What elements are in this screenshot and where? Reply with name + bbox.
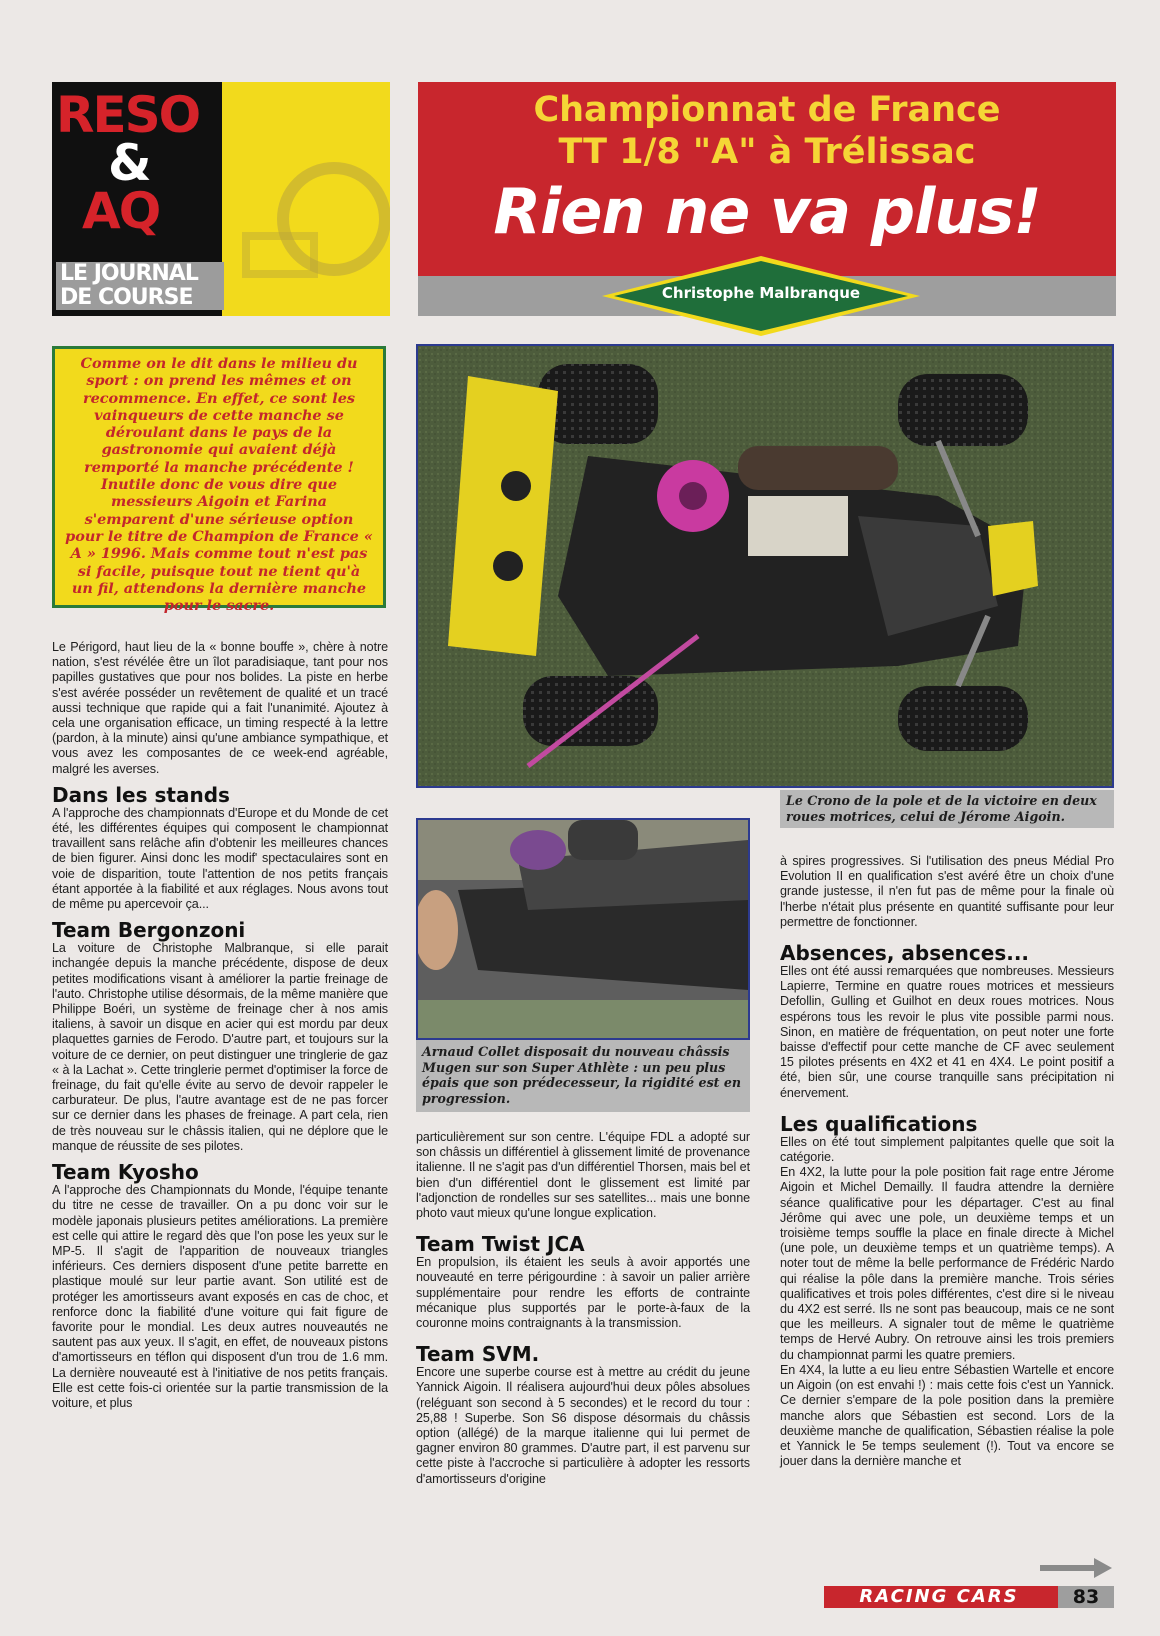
- continue-arrow-icon: [1040, 1558, 1112, 1578]
- paragraph-fdl: particulièrement sur son centre. L'équipe FDL a adopté sur son châssis un différentiel à glissement limité de provenance italienne. Il ne s'agit pas d'un différentiel Thorsen, mais bel et bien d'un différentiel dont le glissement est limité par l'adjonction de rondelles sur ses satellites... mais une bonne photo vaut mieux qu'une longue explication.: [416, 1130, 750, 1221]
- heading-absences: Absences, absences...: [780, 941, 1030, 966]
- logo-yellow-panel: [222, 82, 390, 316]
- page-number: 83: [1058, 1586, 1114, 1608]
- heading-team-kyosho: Team Kyosho: [52, 1160, 199, 1185]
- paragraph-intro: Le Périgord, haut lieu de la « bonne bouffe », chère à notre nation, s'est révélée être un îlot paradisiaque, tant pour nos papilles gustatives que pour nos bolides. La piste en herbe s'est avérée posséder un revêtement de qualité et un tracé aussi technique que rapide qui a fait l'unanimité. Ajoutez à cela une organisation efficace, un timing respecté à la lettre (pardon, à la minute) ainsi qu'une ambiance sympathique, et vous avez les composantes de ce week-end agréable, malgré les averses.: [52, 640, 388, 776]
- logo-subtitle-line1: LE JOURNAL: [60, 261, 198, 286]
- column-3: [780, 854, 1114, 1469]
- paragraph-stands: A l'approche des championnats d'Europe et du Monde de cet été, les différentes équipes qui composent le championnat travaillent sans relâche afin d'obtenir les meilleures chances de bien figurer. Ainsi donc les modif' spectaculaires sont en voie de disparition, toute l'attention de nos petits français étant apportée à la fiabilité et aux réglages. Nous avons tout de même pu apercevoir ça...: [52, 805, 388, 912]
- logo-ampersand: &: [108, 134, 150, 192]
- paragraph-qualifs-1: Elles on été tout simplement palpitantes quelle que soit la catégorie.: [780, 1134, 1114, 1165]
- chassis-detail-photo: [416, 818, 750, 1040]
- heading-qualifications: Les qualifications: [780, 1111, 978, 1136]
- paragraph-bergonzoni: La voiture de Christophe Malbranque, si elle parait inchangée depuis la manche précédente, dispose de deux petites modifications visant à améliorer la partie freinage de l'auto. Christophe utilise désormais, de la même manière que Philippe Boéri, un système de freinage cher à nos amis italiens, à savoir un disque en acier qui est mordu par deux plaquettes garnies de Ferodo. D'autre part, et toujours sur la voiture de ce dernier, on peut distinguer une tringlerie de gaz « à la Lachat ». Cette tringlerie permet d'optimiser la force de freinage, du fait qu'elle évite au servo de devoir rappeler le carburateur. De plus, l'autre avantage est de ne pas forcer sur ce dernier dans les phases de freinage. A part cela, rien de très nouveau sur le châssis italien, qui ne déplore que le manque de réussite de ses pilotes.: [52, 941, 388, 1153]
- column-2: [416, 1130, 750, 1487]
- logo-subtitle: [56, 262, 224, 310]
- heading-team-twist-jca: Team Twist JCA: [416, 1232, 585, 1257]
- headline: Rien ne va plus!: [493, 175, 1041, 248]
- intro-box: [52, 346, 386, 615]
- title-line-2: TT 1/8 "A" à Trélissac: [558, 132, 976, 172]
- heading-team-bergonzoni: Team Bergonzoni: [52, 918, 246, 943]
- paragraph-qualifs-3: En 4X4, la lutte a eu lieu entre Sébastien Wartelle et encore un Aigoin (on est envahi !) : mais cette fois c'est un Yannick. Ce dernier s'empare de la pole position dans la première manche alors que Sébastien est second. Lors de la deuxième manche de qualification, Sébastien réalise la pole et Yannick le 5e temps seulement (!). Tout va encore se jouer dans la dernière manche et: [780, 1362, 1114, 1469]
- buggy-photo: [416, 344, 1114, 788]
- paragraph-absences: Elles ont été aussi remarquées que nombreuses. Messieurs Lapierre, Termine en quatre roues motrices et messieurs Defollin, Gulling et Guilhot en deux roues motrices. Nous espérons tous les revoir le plus vite possible parmi nous. Sinon, en matière de fréquentation, on peut noter une forte baisse d'effectif pour cette manche de CF avec seulement 15 pilotes présents en 4X2 et 41 en 4X4. Le point positif a été, bien sûr, une course tranquille sans précipitation ni énervement.: [780, 964, 1114, 1100]
- logo-subtitle-line2: DE COURSE: [60, 285, 193, 310]
- paragraph-svm: Encore une superbe course est à mettre au crédit du jeune Yannick Aigoin. Il réalisera aujourd'hui deux pôles absolues (reléguant son second à 5 secondes) et le record du tour : 25,88 ! Superbe. Son S6 dispose désormais du châssis option (allégé) de la marque italienne qui lui permet de gagner environ 80 grammes. D'autre part, il est parvenu sur cette piste à l'accroche si particulière à adopter les ressorts d'amortisseurs d'origine: [416, 1365, 750, 1486]
- paragraph-kyosho: A l'approche des Championnats du Monde, l'équipe tenante du titre ne cesse de travailler. On a pu donc voir sur le modèle japonais plusieurs petites améliorations. La première est celle qui attire le regard dès que l'on pose les yeux sur le MP-5. Il s'agit de l'apparition de nouveaux triangles inférieurs. Ces derniers disposent d'une petite barrette en plastique moulé sur leur partie avant. Son utilité est de protéger les amortisseurs avant exposés en cas de choc, et renforce donc la fiabilité d'une voiture qui fait figure de favorite pour le mondial. Les deux autres nouveautés ne sautent pas aux yeux. Il s'agit, en effet, de nouveaux pistons d'amortisseurs en téflon qui disposent d'un trou de 1.6 mm. La dernière nouveauté est à l'initiative de nos petits français. Elle est cette fois-ci orientée sur la partie transmission de la voiture, et plus: [52, 1183, 388, 1410]
- logo-reso: RESO: [56, 86, 200, 144]
- photo2-caption: Arnaud Collet disposait du nouveau châssis Mugen sur son Super Athlète : un peu plus épais que son prédecesseur, la rigidité est en progression.: [416, 1040, 750, 1112]
- magazine-brand: RACING CARS: [859, 1586, 1019, 1607]
- title-line-1: Championnat de France: [533, 90, 1001, 130]
- intro-text: Comme on le dit dans le milieu du sport : on prend les mêmes et on recommence. En effet, ce sont les vainqueurs de cette manche se déroulant dans le pays de la gastronomie qui avaient déjà remporté la manche précédente ! Inutile donc de vous dire que messieurs Aigoin et Farina s'emparent d'une sérieuse option pour le titre de Champion de France « A » 1996. Mais comme tout n'est pas si facile, puisque tout ne tient qu'à un fil, attendons la dernière manche pour le sacre.: [65, 355, 373, 615]
- magazine-logo: [52, 82, 390, 316]
- paragraph-qualifs-2: En 4X2, la lutte pour la pole position fait rage entre Jérome Aigoin et Michel Demailly. Il faudra attendre la dernière séance qualificative pour les départager. C'est au final Jérôme qui avec une pole, un deuxième temps et un troisième temps souffle la place en finale directe à Michel (une pole, un deuxième temps et un quatrième temps). A noter tout de même la belle performance de Frédéric Nardo qui réalise la pôle dans la première manche. Trois séries qualificatives et trois poles différentes, c'est dire si le niveau du 4X2 est serré. Ils ne sont pas beaucoup, mais ce ne sont que les meilleurs. A signaler tout de même le quatrième temps de Hervé Aubry. On retrouve ainsi les trois premiers du championnat parmi les quatre premiers.: [780, 1165, 1114, 1362]
- title-banner: [418, 82, 1116, 276]
- heading-dans-les-stands: Dans les stands: [52, 782, 230, 807]
- logo-aq: AQ: [82, 182, 160, 240]
- paragraph-twist: En propulsion, ils étaient les seuls à avoir apportés une nouveauté en terre périgourdine : à savoir un palier arrière supplémentaire pour rendre les efforts de contrainte mécanique plus supportés par le porte-à-faux de la couronne moins contraignants à la transmission.: [416, 1255, 750, 1331]
- author-name: Christophe Malbranque: [661, 284, 861, 302]
- heading-team-svm: Team SVM.: [416, 1342, 540, 1367]
- photo1-caption: Le Crono de la pole et de la victoire en deux roues motrices, celui de Jérome Aigoin.: [780, 790, 1114, 828]
- paragraph-springs: à spires progressives. Si l'utilisation des pneus Médial Pro Evolution II en qualification s'est avéré être un choix d'une grande justesse, il n'en fut pas de même pour la finale où l'herbe n'était plus présente en quantité suffisante pour leur permettre de fonctionner.: [780, 854, 1114, 929]
- column-1: [52, 640, 388, 1411]
